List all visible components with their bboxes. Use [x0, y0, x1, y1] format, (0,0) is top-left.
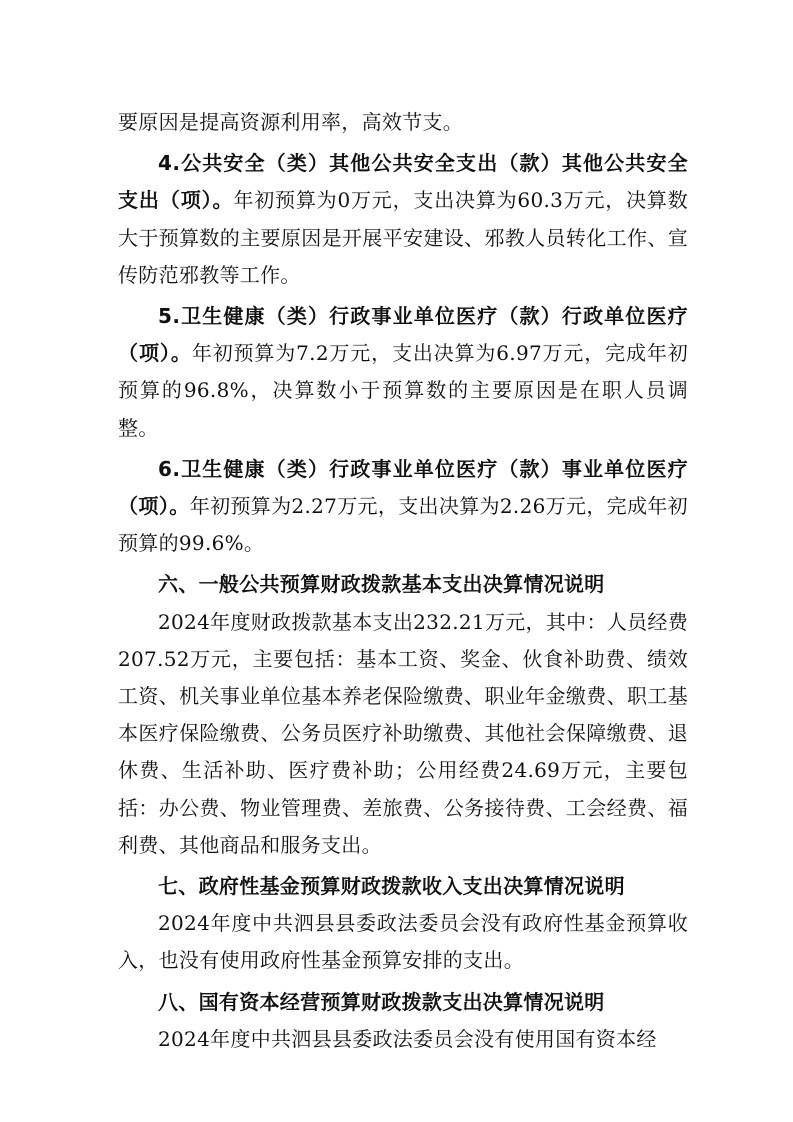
paragraph-institution-medical — [118, 451, 688, 563]
section-heading-8: 八、国有资本经营预算财政拨款支出决算情况说明 — [158, 989, 605, 1014]
paragraph-state-capital: 2024年度中共泗县县委政法委员会没有使用国有资本经 — [158, 1026, 657, 1051]
section-heading-7: 七、政府性基金预算财政拨款收入支出决算情况说明 — [158, 874, 625, 899]
paragraph-continued: 要原因是提高资源利用率，高效节支。 — [118, 110, 464, 134]
item-heading: 4.公共安全（类）其他公共安全支出（款）其他公共安全支出（项）。 — [118, 151, 688, 213]
paragraph-admin-medical — [118, 298, 688, 447]
document-body — [118, 104, 688, 1058]
item-body: 年初预算为0万元，支出决算为60.3万元，决算数大于预算数的主要原因是开展平安建设、邪教人员转化工作、宣传防范邪教等工作。 — [118, 188, 688, 287]
section-heading-6: 六、一般公共预算财政拨款基本支出决算情况说明 — [158, 572, 605, 597]
item-body: 年初预算为2.27万元，支出决算为2.26万元，完成年初预算的99.6%。 — [118, 494, 688, 556]
item-heading: 6.卫生健康（类）行政事业单位医疗（款）事业单位医疗（项）。 — [118, 456, 688, 519]
item-body: 年初预算为7.2万元，支出决算为6.97万元，完成年初预算的96.8%，决算数小于预算数的主要原因是在职人员调整。 — [118, 341, 689, 440]
paragraph-basic-expenditure: 2024年度财政拨款基本支出232.21万元，其中：人员经费207.52万元，主要包括：基本工资、奖金、伙食补助费、绩效工资、机关事业单位基本养老保险缴费、职业年金缴费、职工基本医疗保险缴费、公务员医疗补助缴费、其他社会保障缴费、退休费、生活补助、医疗费补助；公用经费24.69万元，主要包括：办公费、物业管理费、差旅费、公务接待费、工会经费、福利费、其他商品和服务支出。 — [118, 609, 688, 857]
paragraph-government-fund: 2024年度中共泗县县委政法委员会没有政府性基金预算收入，也没有使用政府性基金预算安排的支出。 — [118, 911, 688, 973]
item-heading: 5.卫生健康（类）行政事业单位医疗（款）行政单位医疗（项）。 — [118, 304, 688, 366]
paragraph-public-safety-other — [118, 145, 688, 294]
